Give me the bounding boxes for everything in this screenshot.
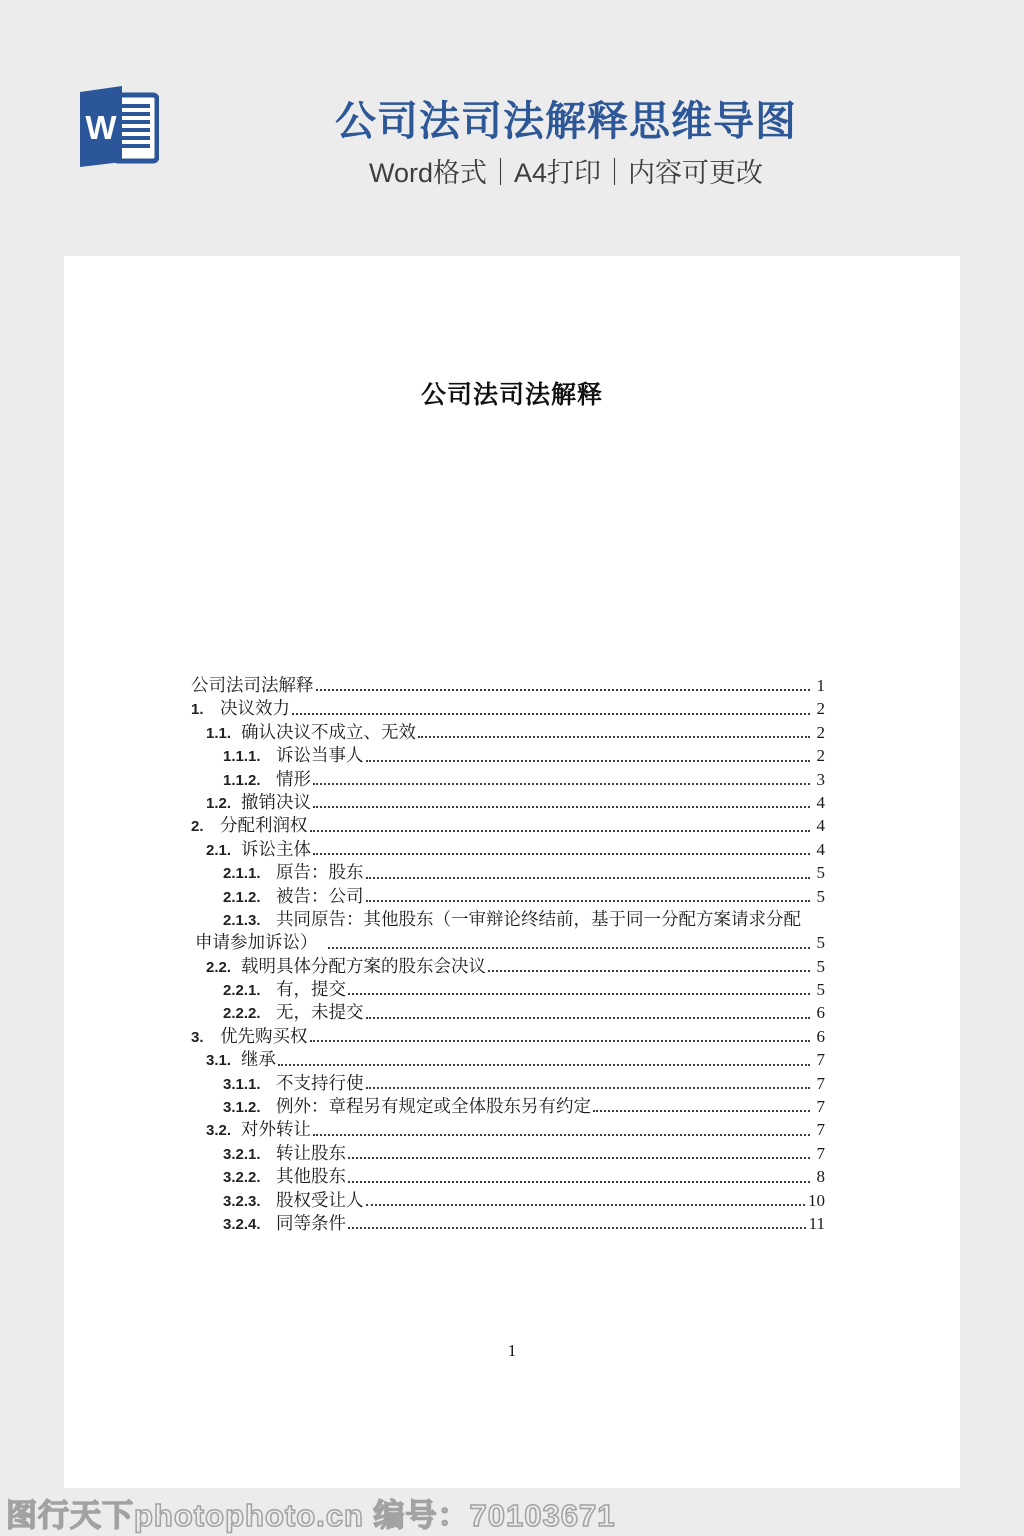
toc-entry-text: 决议效力	[220, 698, 290, 719]
template-preview-header	[0, 0, 1024, 256]
toc-entry-text: 载明具体分配方案的股东会决议	[241, 955, 486, 976]
toc-entry-number: 3.1.1.	[223, 1075, 261, 1093]
toc-entry	[191, 1046, 825, 1069]
toc-entry-text: 确认决议不成立、无效	[241, 721, 416, 742]
toc-entry	[191, 742, 825, 765]
toc-entry	[191, 766, 825, 789]
document-page-preview	[64, 256, 960, 1488]
toc-entry-page: 3	[816, 769, 825, 789]
toc-leader-dots	[278, 1064, 810, 1066]
toc-entry-page: 11	[808, 1213, 825, 1233]
toc-entry-number: 1.1.1.	[223, 748, 261, 766]
toc-leader-dots	[313, 783, 810, 785]
toc-entry-number: 2.1.2.	[223, 888, 261, 906]
toc-entry-text: 优先购买权	[220, 1025, 308, 1046]
toc-entry-number: 2.2.	[206, 958, 232, 976]
toc-entry-text: 其他股东	[276, 1166, 346, 1187]
toc-leader-dots	[313, 1134, 810, 1136]
toc-leader-dots	[313, 806, 810, 808]
toc-entry-page: 7	[816, 1097, 825, 1117]
toc-entry	[191, 859, 825, 882]
header-text-block	[160, 96, 972, 189]
toc-entry-page: 5	[816, 956, 825, 976]
toc-entry-text: 诉讼当事人	[276, 745, 364, 766]
toc-entry	[191, 836, 825, 859]
toc-entry-page: 5	[816, 863, 825, 883]
toc-entry	[191, 789, 825, 812]
toc-entry-number: 1.	[191, 701, 204, 719]
toc-list	[191, 672, 825, 1233]
toc-entry-page: 1	[816, 676, 825, 695]
toc-entry-number: 3.2.4.	[223, 1215, 261, 1233]
toc-entry-text: 共同原告：其他股东（一审辩论终结前，基于同一分配方案请求分配	[276, 908, 801, 929]
toc-entry-number: 2.	[191, 818, 204, 836]
toc-leader-dots	[348, 993, 810, 995]
word-logo-letter: W	[85, 109, 117, 146]
toc-entry	[191, 1116, 825, 1139]
toc-entry-text: 有，提交	[276, 979, 346, 1000]
toc-entry-text: 继承	[241, 1049, 276, 1070]
toc-entry-page: 5	[816, 933, 825, 953]
toc-leader-dots	[292, 713, 810, 715]
toc-heading: 公司法司法解释	[420, 382, 603, 409]
toc-entry-page: 2	[816, 699, 825, 719]
toc-leader-dots	[593, 1110, 810, 1112]
toc-entry-text: 分配利润权	[220, 815, 308, 836]
toc-entry	[191, 695, 825, 718]
watermark-text: 图行天下photophoto.cn 编号：70103671	[6, 1497, 616, 1533]
toc-leader-dots	[366, 1087, 811, 1089]
toc-entry-page: 4	[816, 816, 825, 836]
toc-entry-text: 申请参加诉讼）	[195, 932, 318, 953]
toc-entry-page: 7	[816, 1073, 825, 1093]
toc-leader-dots	[366, 1017, 811, 1019]
word-logo-icon	[79, 85, 159, 169]
toc-leader-dots	[366, 1204, 806, 1206]
toc-entry	[191, 1093, 825, 1116]
toc-leader-dots	[348, 1227, 806, 1229]
watermark-footer	[0, 1488, 1024, 1536]
toc-leader-dots	[328, 947, 811, 949]
toc-entry-text: 转让股东	[276, 1142, 346, 1163]
toc-leader-dots	[366, 900, 811, 902]
toc-entry-text: 被告：公司	[276, 885, 364, 906]
toc-entry-number: 1.1.2.	[223, 771, 261, 789]
toc-entry	[191, 1140, 825, 1163]
toc-entry	[191, 719, 825, 742]
toc-entry-number: 1.2.	[206, 794, 232, 812]
toc-entry	[191, 1070, 825, 1093]
toc-entry-page: 4	[816, 839, 825, 859]
toc-entry-text: 对外转让	[241, 1119, 311, 1140]
toc-leader-dots	[418, 736, 810, 738]
toc-entry-number: 3.1.2.	[223, 1099, 261, 1117]
toc-leader-dots	[366, 877, 811, 879]
toc-entry	[191, 1163, 825, 1186]
toc-entry	[191, 883, 825, 906]
toc-entry-text: 同等条件	[276, 1212, 346, 1233]
toc-entry-page: 7	[816, 1050, 825, 1070]
toc-entry	[191, 1210, 825, 1233]
toc-entry	[191, 999, 825, 1022]
toc-entry-text: 原告：股东	[276, 862, 364, 883]
toc-entry	[191, 1023, 825, 1046]
toc-entry-page: 2	[816, 746, 825, 766]
toc-leader-dots	[348, 1157, 810, 1159]
toc-leader-dots	[313, 853, 810, 855]
template-title: 公司法司法解释思维导图	[335, 98, 797, 144]
toc-entry-number: 1.1.	[206, 724, 232, 742]
toc-entry-page: 10	[808, 1190, 825, 1210]
page-number: 1	[507, 1341, 517, 1360]
template-subtitle: Word格式｜A4打印｜内容可更改	[368, 158, 764, 188]
toc-leader-dots	[488, 970, 810, 972]
toc-leader-dots	[310, 1040, 811, 1042]
toc-leader-dots	[316, 689, 811, 691]
toc-entry-page: 2	[816, 722, 825, 742]
toc-entry	[191, 929, 825, 952]
toc-entry-number: 2.1.	[206, 841, 232, 859]
toc-leader-dots	[310, 830, 811, 832]
toc-entry-number: 2.2.1.	[223, 982, 261, 1000]
toc-entry-number: 3.2.2.	[223, 1169, 261, 1187]
toc-entry-text: 不支持行使	[276, 1072, 364, 1093]
toc-entry-number: 2.1.3.	[223, 911, 261, 929]
toc-entry-page: 5	[816, 886, 825, 906]
toc-entry-number: 2.2.2.	[223, 1005, 261, 1023]
toc-entry-text: 例外：章程另有规定或全体股东另有约定	[276, 1096, 591, 1117]
toc-entry-text: 情形	[276, 768, 311, 789]
toc-entry-number: 2.1.1.	[223, 865, 261, 883]
toc-entry-number: 3.2.3.	[223, 1192, 261, 1210]
toc-entry	[191, 1187, 825, 1210]
toc-entry	[191, 953, 825, 976]
toc-entry-page: 8	[816, 1167, 825, 1187]
toc-entry	[191, 906, 825, 929]
toc-entry-text: 股权受让人	[276, 1189, 364, 1210]
toc-entry-text: 公司法司法解释	[191, 675, 314, 695]
toc-leader-dots	[366, 760, 811, 762]
toc-entry-page: 7	[816, 1120, 825, 1140]
toc-entry-text: 无，未提交	[276, 1002, 364, 1023]
toc-entry-page: 7	[816, 1143, 825, 1163]
toc-entry	[191, 812, 825, 835]
toc-entry-text: 撤销决议	[241, 791, 311, 812]
toc-entry	[191, 976, 825, 999]
toc-entry-page: 5	[816, 980, 825, 1000]
toc-entry-page: 4	[816, 792, 825, 812]
toc-entry-page: 6	[816, 1026, 825, 1046]
toc-entry-number: 3.	[191, 1028, 204, 1046]
toc-entry-text: 诉讼主体	[241, 838, 311, 859]
toc-entry-number: 3.2.	[206, 1122, 232, 1140]
toc-entry-number: 3.2.1.	[223, 1145, 261, 1163]
toc-entry	[191, 672, 825, 695]
toc-leader-dots	[348, 1181, 810, 1183]
toc-entry-number: 3.1.	[206, 1052, 232, 1070]
toc-entry-page: 6	[816, 1003, 825, 1023]
